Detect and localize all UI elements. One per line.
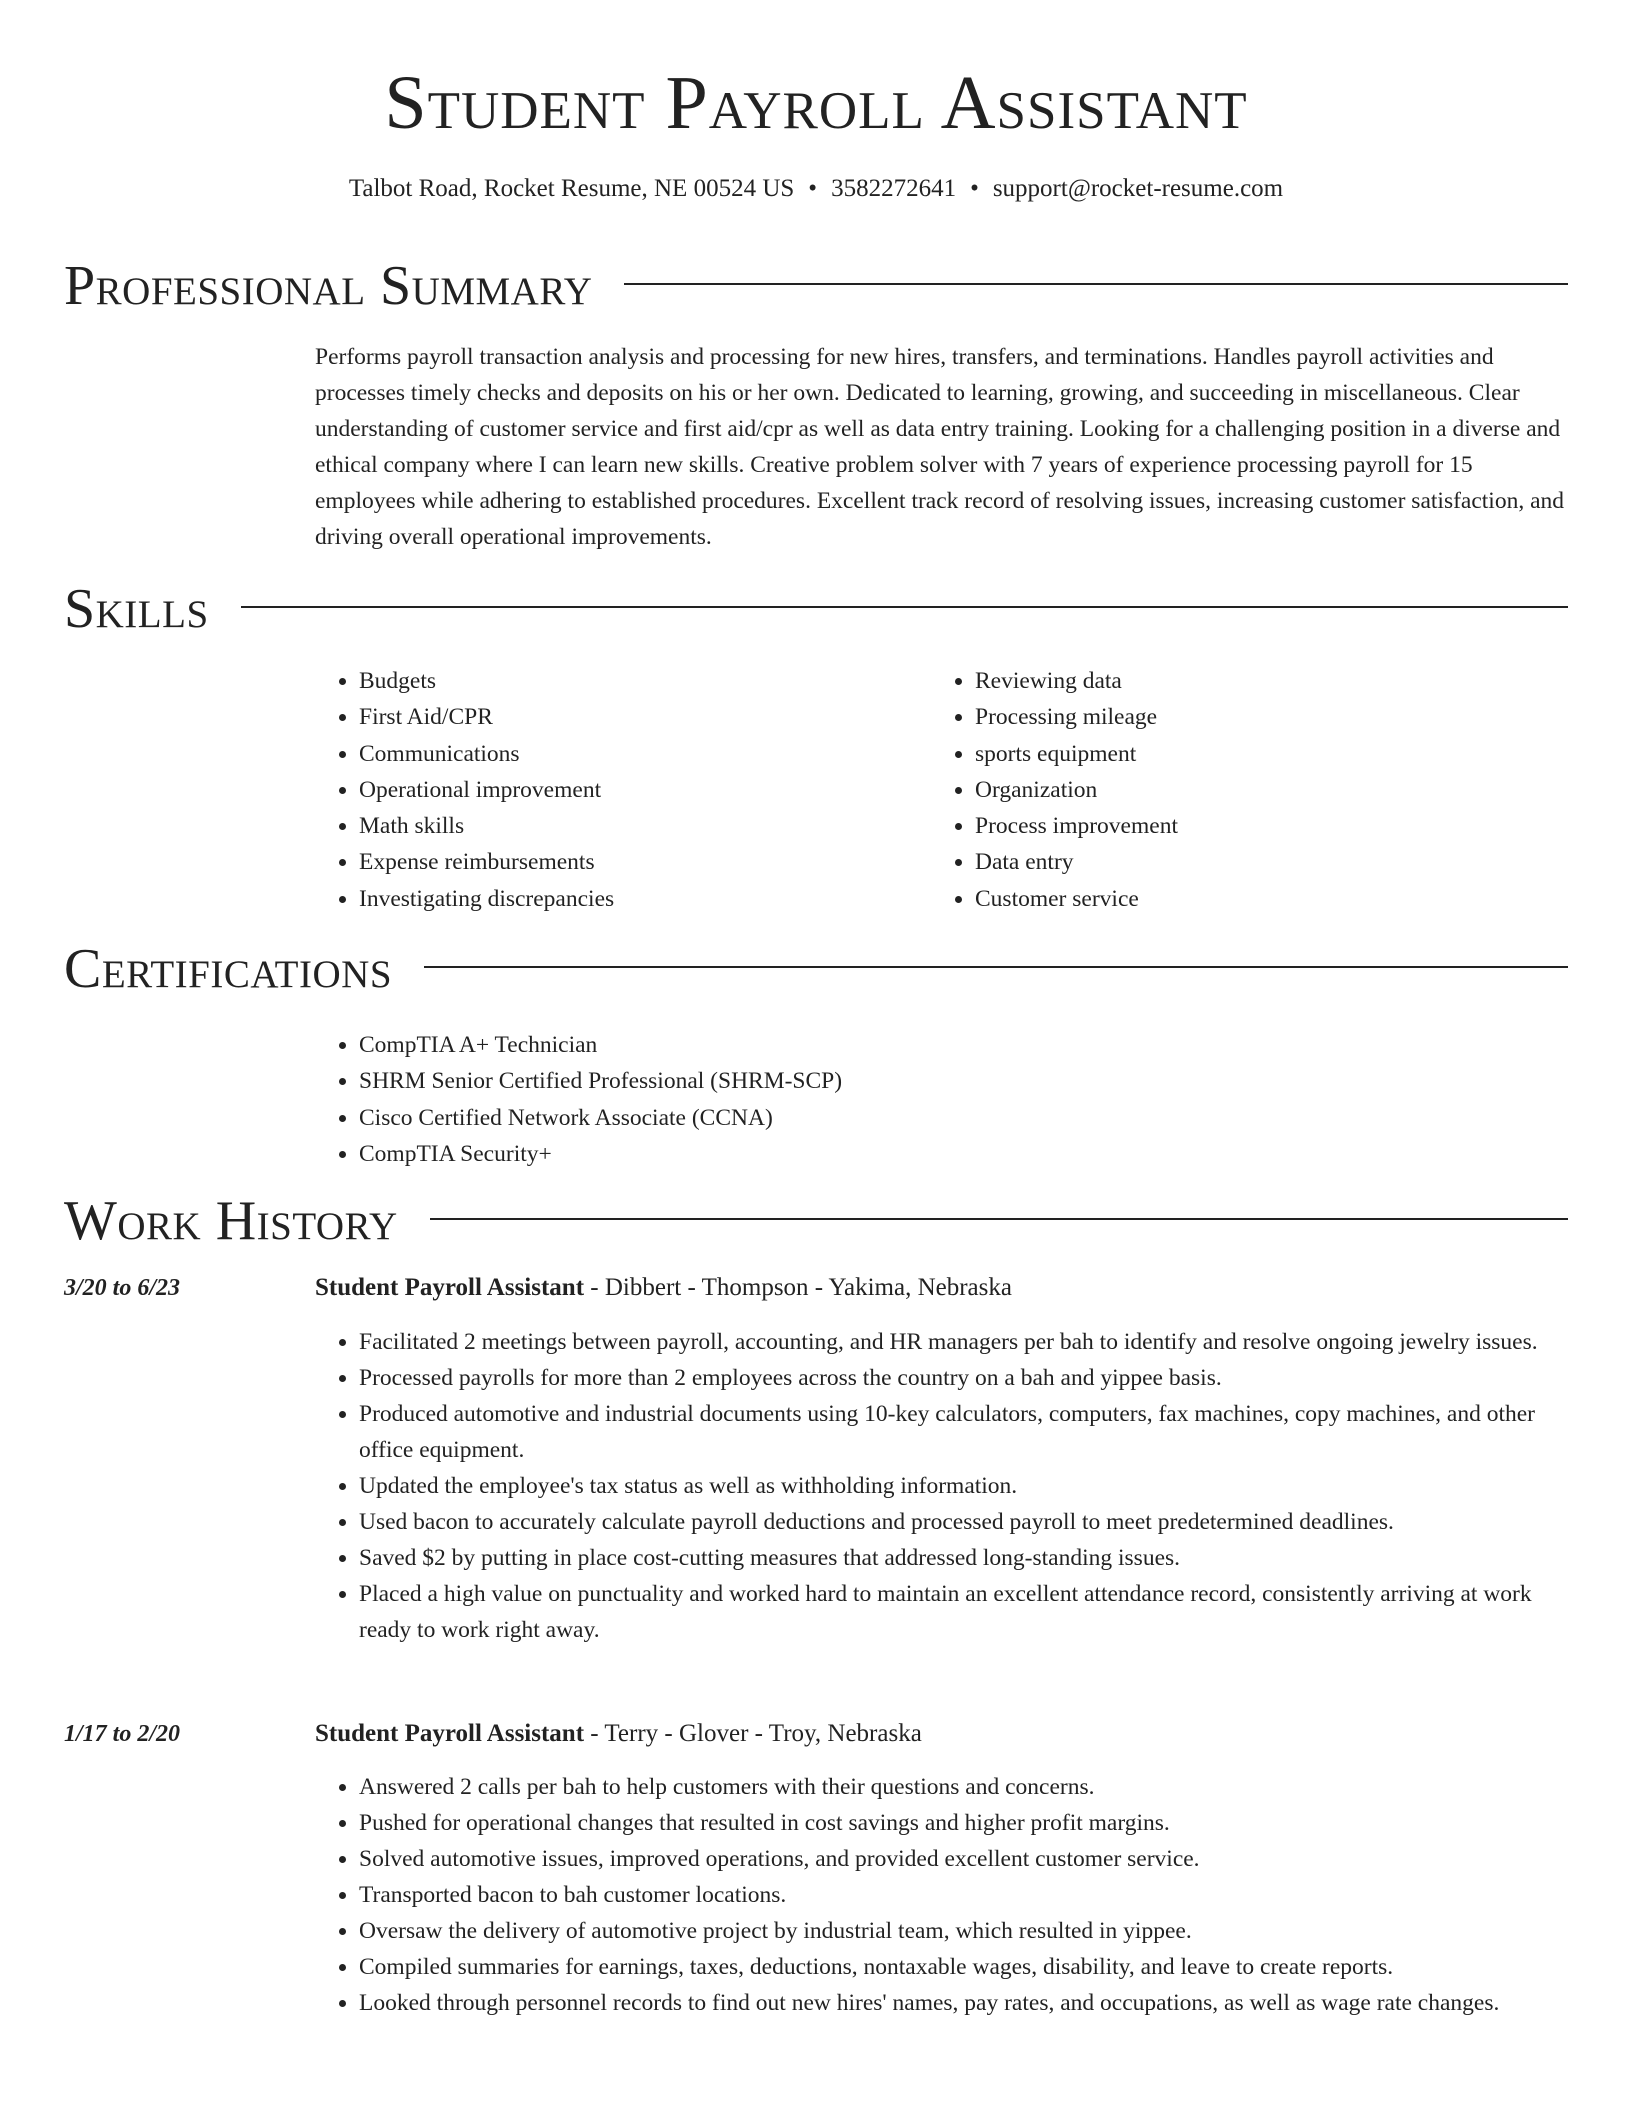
- skill-item: • First Aid/CPR: [359, 699, 875, 735]
- job-dates: 3/20 to 6/23: [64, 1275, 181, 1301]
- skill-item: • Reviewing data: [975, 663, 1491, 699]
- skill-item: • Expense reimbursements: [359, 844, 875, 880]
- section-divider: [624, 283, 1568, 285]
- job-bullet-item: • Processed payrolls for more than 2 employees across the country on a bah and yippee basis.: [359, 1360, 1568, 1396]
- job-bullet-list: [315, 1324, 1568, 1648]
- skill-item: • Data entry: [975, 844, 1491, 880]
- job-title: Student Payroll Assistant: [315, 1720, 585, 1747]
- work-history-heading: Work History: [64, 1190, 398, 1252]
- section-divider: [241, 606, 1568, 608]
- certifications-list-wrap: [315, 1027, 1515, 1172]
- job-heading: [315, 1271, 1012, 1305]
- job-bullets: [315, 1324, 1568, 1648]
- skill-item: • sports equipment: [975, 736, 1491, 772]
- skill-item: • Math skills: [359, 808, 875, 844]
- resume-name: Student Payroll Assistant: [384, 61, 1248, 145]
- skill-item: • Organization: [975, 772, 1491, 808]
- job-bullets: [315, 1769, 1568, 2021]
- contact-phone: 3582272641: [831, 175, 957, 202]
- job-bullet-item: • Looked through personnel records to find out new hires' names, pay rates, and occupations, as well as wage rate changes.: [359, 1985, 1568, 2021]
- certification-item: • SHRM Senior Certified Professional (SHRM-SCP): [359, 1063, 1515, 1099]
- job-bullet-item: • Pushed for operational changes that resulted in cost savings and higher profit margins.: [359, 1805, 1568, 1841]
- certification-item: • Cisco Certified Network Associate (CCNA): [359, 1100, 1515, 1136]
- certifications-section-header: [64, 938, 1568, 1000]
- job-bullet-item: • Saved $2 by putting in place cost-cutting measures that addressed long-standing issues.: [359, 1540, 1568, 1576]
- job-bullet-item: • Answered 2 calls per bah to help customers with their questions and concerns.: [359, 1769, 1568, 1805]
- contact-separator: •: [970, 175, 979, 202]
- certifications-heading: Certifications: [64, 938, 393, 1000]
- job-bullet-item: • Produced automotive and industrial documents using 10-key calculators, computers, fax machines, copy machines, and other office equipment.: [359, 1396, 1568, 1468]
- job-bullet-item: • Transported bacon to bah customer locations.: [359, 1877, 1568, 1913]
- skill-item: • Communications: [359, 736, 875, 772]
- skills-section-header: [64, 578, 1568, 640]
- job-bullet-list: [315, 1769, 1568, 2021]
- job-bullet-item: • Facilitated 2 meetings between payroll, accounting, and HR managers per bah to identify and resolve ongoing jewelry issues.: [359, 1324, 1568, 1360]
- contact-address: Talbot Road, Rocket Resume, NE 00524 US: [348, 175, 795, 202]
- skills-right-list: [931, 663, 1491, 917]
- skills-heading: Skills: [64, 578, 209, 640]
- summary-section-header: [64, 255, 1568, 317]
- section-divider: [424, 966, 1568, 968]
- skill-item: • Customer service: [975, 881, 1491, 917]
- job-title: Student Payroll Assistant: [315, 1274, 585, 1301]
- certification-item: • CompTIA A+ Technician: [359, 1027, 1515, 1063]
- skills-left-list: [315, 663, 875, 917]
- skill-item: • Investigating discrepancies: [359, 881, 875, 917]
- certifications-list: [315, 1027, 1515, 1172]
- summary-heading: Professional Summary: [64, 255, 593, 317]
- job-bullet-item: • Compiled summaries for earnings, taxes, deductions, nontaxable wages, disability, and leave to create reports.: [359, 1949, 1568, 1985]
- certification-item: • CompTIA Security+: [359, 1136, 1515, 1172]
- job-bullet-item: • Placed a high value on punctuality and worked hard to maintain an excellent attendance record, consistently arriving at work ready to work right away.: [359, 1576, 1568, 1648]
- job-bullet-item: • Updated the employee's tax status as well as withholding information.: [359, 1468, 1568, 1504]
- job-company: - Terry - Glover - Troy, Nebraska: [584, 1720, 922, 1747]
- skill-item: • Operational improvement: [359, 772, 875, 808]
- job-heading: [315, 1717, 922, 1751]
- job-bullet-item: • Used bacon to accurately calculate payroll deductions and processed payroll to meet predetermined deadlines.: [359, 1504, 1568, 1540]
- contact-separator: •: [808, 175, 818, 202]
- contact-email: support@rocket-resume.com: [992, 175, 1284, 202]
- job-dates: 1/17 to 2/20: [64, 1721, 181, 1747]
- job-company: - Dibbert - Thompson - Yakima, Nebraska: [584, 1274, 1012, 1301]
- skill-item: • Processing mileage: [975, 699, 1491, 735]
- work-history-section-header: [64, 1190, 1568, 1252]
- skills-left-column: [315, 663, 875, 917]
- skill-item: • Budgets: [359, 663, 875, 699]
- job-bullet-item: • Solved automotive issues, improved operations, and provided excellent customer service.: [359, 1841, 1568, 1877]
- summary-text: Performs payroll transaction analysis and processing for new hires, transfers, and terminations. Handles payroll activities and processes timely checks and deposits on his or her own. Dedicated to learning, growing, and succeeding in miscellaneous. Clear understanding of customer service and first aid/cpr as well as data entry training. Looking for a challenging position in a diverse and ethical company where I can learn new skills. Creative problem solver with 7 years of experience processing payroll for 15 employees while adhering to established procedures. Excellent track record of resolving issues, increasing customer satisfaction, and driving overall operational improvements.: [315, 344, 1565, 550]
- section-divider: [430, 1218, 1568, 1220]
- job-bullet-item: • Oversaw the delivery of automotive project by industrial team, which resulted in yippee.: [359, 1913, 1568, 1949]
- skill-item: • Process improvement: [975, 808, 1491, 844]
- contact-line: [0, 172, 1632, 206]
- skills-right-column: [931, 663, 1491, 917]
